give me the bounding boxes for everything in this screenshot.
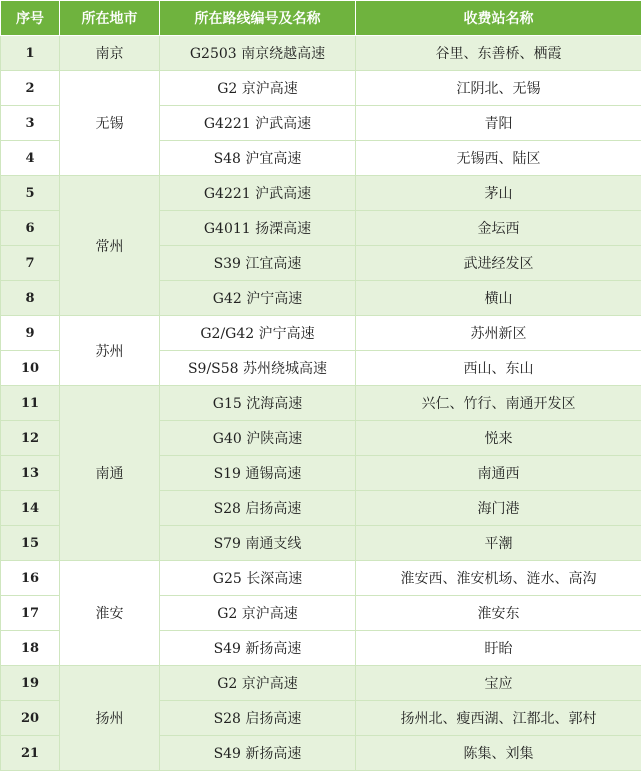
toll-stations-cell: 陈集、刘集 [356,736,641,771]
toll-stations-cell: 苏州新区 [356,316,641,351]
toll-stations-cell: 江阴北、无锡 [356,71,641,106]
city-cell: 南京 [60,36,160,71]
toll-stations-cell: 武进经发区 [356,246,641,281]
city-cell: 淮安 [60,561,160,666]
serial-number-cell: 11 [1,386,60,421]
route-cell: G4011 扬溧高速 [160,211,356,246]
header-route: 所在路线编号及名称 [160,1,356,36]
serial-number-cell: 16 [1,561,60,596]
city-cell: 无锡 [60,71,160,176]
table-row [1,71,641,106]
route-cell: G40 沪陕高速 [160,421,356,456]
serial-number-cell: 20 [1,701,60,736]
city-cell: 常州 [60,176,160,316]
toll-stations-cell: 金坛西 [356,211,641,246]
serial-number-cell: 14 [1,491,60,526]
serial-number-cell: 19 [1,666,60,701]
toll-stations-cell: 海门港 [356,491,641,526]
toll-stations-cell: 淮安西、淮安机场、涟水、高沟 [356,561,641,596]
route-cell: S19 通锡高速 [160,456,356,491]
route-cell: G2/G42 沪宁高速 [160,316,356,351]
toll-stations-cell: 扬州北、瘦西湖、江都北、郭村 [356,701,641,736]
toll-stations-cell: 兴仁、竹行、南通开发区 [356,386,641,421]
route-cell: S28 启扬高速 [160,701,356,736]
serial-number-cell: 8 [1,281,60,316]
table-row [1,666,641,701]
toll-stations-cell: 淮安东 [356,596,641,631]
toll-stations-cell: 西山、东山 [356,351,641,386]
serial-number-cell: 9 [1,316,60,351]
table-row [1,316,641,351]
serial-number-cell: 17 [1,596,60,631]
toll-stations-cell: 南通西 [356,456,641,491]
header-city: 所在地市 [60,1,160,36]
serial-number-cell: 4 [1,141,60,176]
route-cell: G25 长深高速 [160,561,356,596]
toll-stations-cell: 茅山 [356,176,641,211]
header-serial-number: 序号 [1,1,60,36]
route-cell: S79 南通支线 [160,526,356,561]
serial-number-cell: 3 [1,106,60,141]
route-cell: G2 京沪高速 [160,666,356,701]
serial-number-cell: 10 [1,351,60,386]
table-body [1,36,641,771]
route-cell: G4221 沪武高速 [160,176,356,211]
serial-number-cell: 7 [1,246,60,281]
toll-stations-cell: 盱眙 [356,631,641,666]
toll-stations-cell: 横山 [356,281,641,316]
route-cell: G4221 沪武高速 [160,106,356,141]
route-cell: G2 京沪高速 [160,71,356,106]
route-cell: G15 沈海高速 [160,386,356,421]
city-cell: 南通 [60,386,160,561]
toll-stations-cell: 平潮 [356,526,641,561]
serial-number-cell: 21 [1,736,60,771]
route-cell: S48 沪宜高速 [160,141,356,176]
route-cell: G2 京沪高速 [160,596,356,631]
toll-stations-cell: 无锡西、陆区 [356,141,641,176]
table-row [1,561,641,596]
serial-number-cell: 6 [1,211,60,246]
route-cell: G2503 南京绕越高速 [160,36,356,71]
route-cell: S9/S58 苏州绕城高速 [160,351,356,386]
route-cell: S49 新扬高速 [160,736,356,771]
table-row [1,386,641,421]
route-cell: G42 沪宁高速 [160,281,356,316]
table-row [1,176,641,211]
serial-number-cell: 15 [1,526,60,561]
route-cell: S49 新扬高速 [160,631,356,666]
serial-number-cell: 1 [1,36,60,71]
table-header-row [1,1,641,36]
toll-stations-cell: 青阳 [356,106,641,141]
toll-stations-cell: 悦来 [356,421,641,456]
header-toll-stations: 收费站名称 [356,1,641,36]
toll-stations-cell: 谷里、东善桥、栖霞 [356,36,641,71]
route-cell: S28 启扬高速 [160,491,356,526]
table-row [1,36,641,71]
serial-number-cell: 12 [1,421,60,456]
route-cell: S39 江宜高速 [160,246,356,281]
city-cell: 苏州 [60,316,160,386]
toll-stations-cell: 宝应 [356,666,641,701]
serial-number-cell: 18 [1,631,60,666]
city-cell: 扬州 [60,666,160,771]
serial-number-cell: 13 [1,456,60,491]
serial-number-cell: 5 [1,176,60,211]
serial-number-cell: 2 [1,71,60,106]
